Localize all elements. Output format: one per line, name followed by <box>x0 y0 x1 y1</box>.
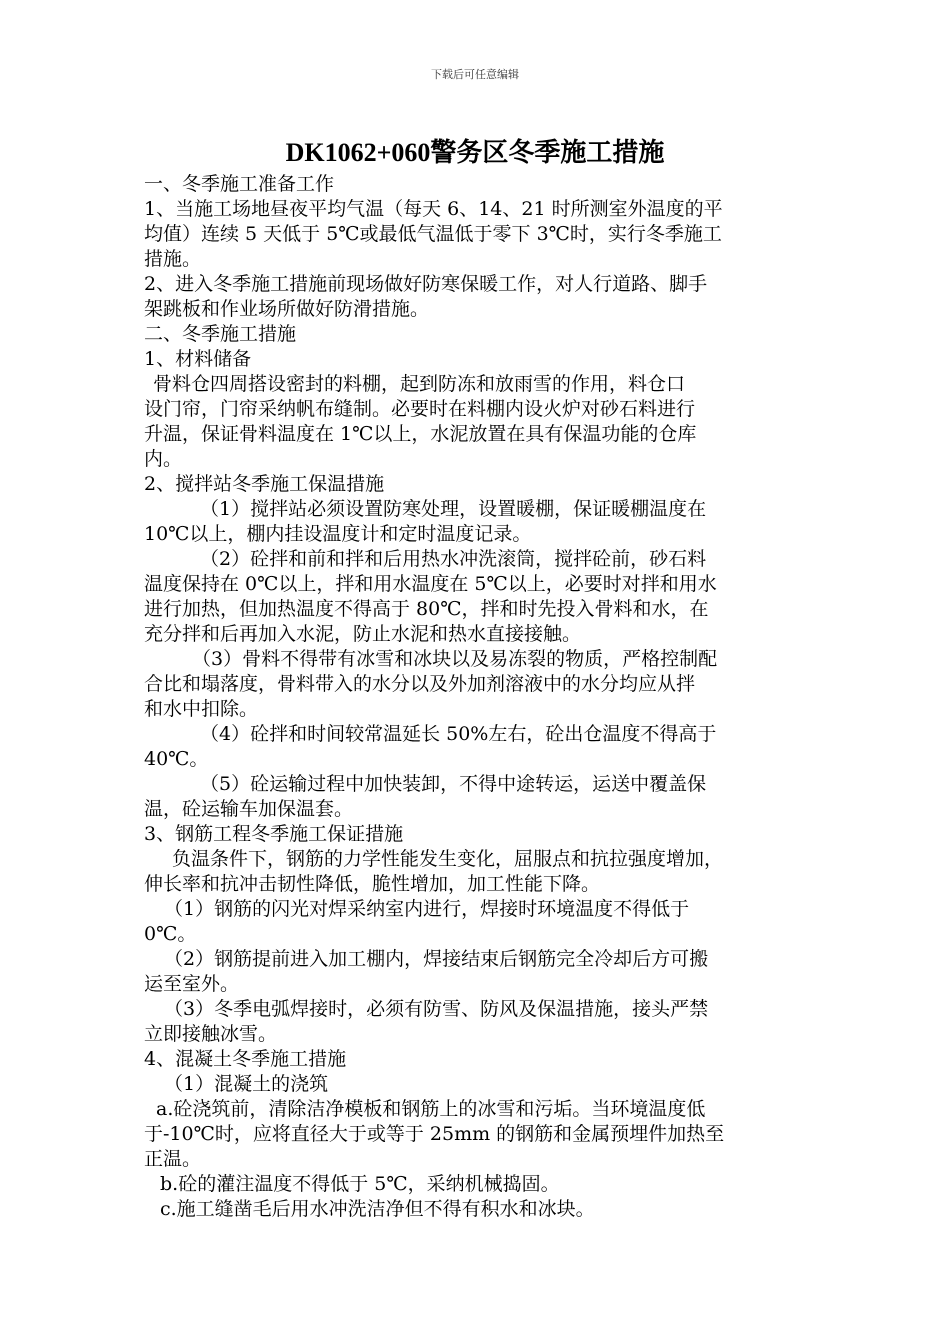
text-line: （2）钢筋提前进入加工棚内，焊接结束后钢筋完全冷却后方可搬 <box>164 948 709 970</box>
text-line: 温，砼运输车加保温套。 <box>144 798 354 820</box>
text-line: 和水中扣除。 <box>144 698 259 720</box>
text-line: 10℃以上，棚内挂设温度计和定时温度记录。 <box>144 523 532 545</box>
text-line: b.砼的灌注温度不得低于 5℃，采纳机械捣固。 <box>160 1173 560 1195</box>
text-line: 3、钢筋工程冬季施工保证措施 <box>144 823 404 845</box>
text-line: 40℃。 <box>144 748 209 770</box>
text-line: 一、冬季施工准备工作 <box>144 173 335 195</box>
text-line: 正温。 <box>144 1148 202 1170</box>
text-line: 措施。 <box>144 248 202 270</box>
text-line: 架跳板和作业场所做好防滑措施。 <box>144 298 430 320</box>
page-header-note: 下载后可任意编辑 <box>431 68 519 81</box>
text-line: 伸长率和抗冲击韧性降低，脆性增加，加工性能下降。 <box>144 873 601 895</box>
text-line: 2、搅拌站冬季施工保温措施 <box>144 473 385 495</box>
text-line: 1、材料储备 <box>144 348 252 370</box>
text-line: 于-10℃时，应将直径大于或等于 25mm 的钢筋和金属预埋件加热至 <box>144 1123 725 1145</box>
text-line: 设门帘，门帘采纳帆布缝制。必要时在料棚内设火炉对砂石料进行 <box>144 398 696 420</box>
text-line: 骨料仓四周搭设密封的料棚，起到防冻和放雨雪的作用，料仓口 <box>153 373 686 395</box>
text-line: （3）骨料不得带有冰雪和冰块以及易冻裂的物质，严格控制配 <box>192 648 718 670</box>
text-line: c.施工缝凿毛后用水冲洗洁净但不得有积水和冰块。 <box>160 1198 595 1220</box>
text-line: 升温，保证骨料温度在 1℃以上，水泥放置在具有保温功能的仓库 <box>144 423 697 445</box>
text-line: a.砼浇筑前，清除洁净模板和钢筋上的冰雪和污垢。当环境温度低 <box>156 1098 706 1120</box>
text-line: （2）砼拌和前和拌和后用热水冲洗滚筒，搅拌砼前，砂石料 <box>200 548 707 570</box>
text-line: 合比和塌落度，骨料带入的水分以及外加剂溶液中的水分均应从拌 <box>144 673 696 695</box>
text-line: （1）搅拌站必须设置防寒处理，设置暖棚，保证暖棚温度在 <box>200 498 707 520</box>
text-line: 运至室外。 <box>144 973 240 995</box>
text-line: 1、当施工场地昼夜平均气温（每天 6、14、21 时所测室外温度的平 <box>144 198 723 220</box>
text-line: 2、进入冬季施工措施前现场做好防寒保暖工作，对人行道路、脚手 <box>144 273 708 295</box>
text-line: （5）砼运输过程中加快装卸，不得中途转运，运送中覆盖保 <box>200 773 707 795</box>
document-body <box>144 172 816 1222</box>
text-line: 4、混凝土冬季施工措施 <box>144 1048 347 1070</box>
text-line: 负温条件下，钢筋的力学性能发生变化，屈服点和抗拉强度增加， <box>172 848 724 870</box>
text-line: （3）冬季电弧焊接时，必须有防雪、防风及保温措施，接头严禁 <box>164 998 709 1020</box>
text-line: 0℃。 <box>144 923 197 945</box>
text-line: 充分拌和后再加入水泥，防止水泥和热水直接接触。 <box>144 623 582 645</box>
text-line: （4）砼拌和时间较常温延长 50%左右，砼出仓温度不得高于 <box>200 723 717 745</box>
text-line: （1）钢筋的闪光对焊采纳室内进行，焊接时环境温度不得低于 <box>164 898 690 920</box>
text-line: 二、冬季施工措施 <box>144 323 297 345</box>
text-line: （1）混凝土的浇筑 <box>164 1073 329 1095</box>
text-line: 均值）连续 5 天低于 5℃或最低气温低于零下 3℃时，实行冬季施工 <box>144 223 722 245</box>
text-line: 温度保持在 0℃以上，拌和用水温度在 5℃以上，必要时对拌和用水 <box>144 573 717 595</box>
text-line: 内。 <box>144 448 183 470</box>
text-line: 进行加热，但加热温度不得高于 80℃，拌和时先投入骨料和水，在 <box>144 598 709 620</box>
document-title: DK1062+060警务区冬季施工措施 <box>285 138 665 167</box>
text-line: 立即接触冰雪。 <box>144 1023 278 1045</box>
